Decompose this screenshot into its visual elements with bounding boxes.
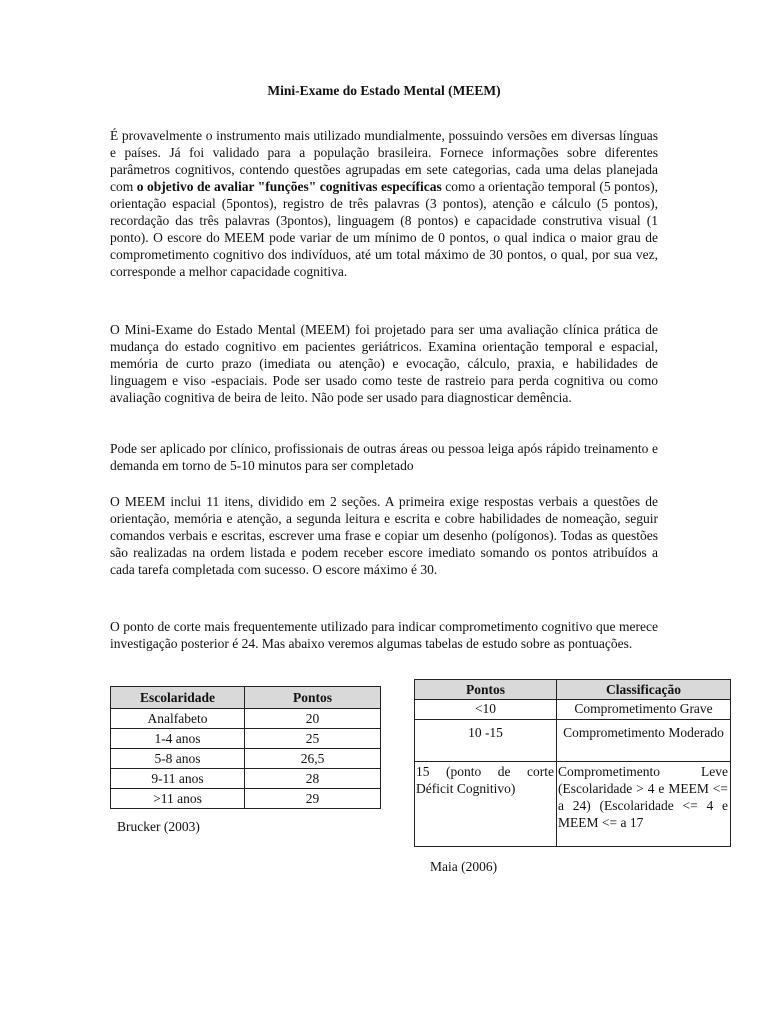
table-header-cell: Pontos bbox=[415, 680, 557, 700]
paragraph-2: O Mini-Exame do Estado Mental (MEEM) foi projetado para ser uma avaliação clínica prática de mudança do estado cognitivo em pacientes geriátricos. Examina orientação temporal e espacial, memória de curto prazo (imediata ou atenção) e evocação, cálculo, praxia, e habilidades de linguagem e viso -espaciais. Pode ser usado como teste de rastreio para perda cognitiva ou como avaliação cognitiva de beira de leito. Não pode ser usado para diagnosticar demência. bbox=[110, 322, 658, 405]
table-row bbox=[111, 729, 381, 749]
classification-table bbox=[414, 679, 731, 847]
table-cell: 15 (ponto de corte Déficit Cognitivo) bbox=[415, 762, 557, 847]
table-header-cell: Classificação bbox=[557, 680, 731, 700]
table-cell: Comprometimento Leve (Escolaridade > 4 e MEEM <= a 24) (Escolaridade <= 4 e MEEM <= a 17 bbox=[557, 762, 731, 847]
table-row bbox=[111, 789, 381, 809]
paragraph-1-bold: o objetivo de avaliar "funções" cognitivas específicas bbox=[136, 179, 442, 194]
table-caption: Maia (2006) bbox=[430, 859, 498, 874]
table-cell: >11 anos bbox=[111, 789, 245, 809]
paragraph-1 bbox=[110, 127, 658, 280]
paragraph-1-text-a: É provavelmente o instrumento mais utilizado mundialmente, possuindo versões em diversas línguas e países. Já foi validado para a população brasileira. Fornece informações sobre diferentes parâmetros cognitivos, contendo questões agrupadas em sete categorias, cada uma delas planejada com bbox=[110, 128, 658, 194]
paragraph-4: O MEEM inclui 11 itens, dividido em 2 seções. A primeira exige respostas verbais a questões de orientação, memória e atenção, a segunda leitura e escrita e cobre habilidades de nomeação, seguir comandos verbais e escritas, escrever uma frase e copiar um desenho (polígonos). Todas as questões são realizadas na ordem listada e podem receber escore imediato somando os pontos atribuídos a cada tarefa completada com sucesso. O escore máximo é 30. bbox=[110, 494, 658, 577]
table-cell: 20 bbox=[245, 709, 381, 729]
table-cell: 9-11 anos bbox=[111, 769, 245, 789]
table-cell: 26,5 bbox=[245, 749, 381, 769]
table-cell: Comprometimento Grave bbox=[557, 700, 731, 720]
table-header-row bbox=[111, 687, 381, 709]
table-row bbox=[111, 709, 381, 729]
table-cell: <10 bbox=[415, 700, 557, 720]
table-cell: 1-4 anos bbox=[111, 729, 245, 749]
paragraph-5: O ponto de corte mais frequentemente utilizado para indicar comprometimento cognitivo que merece investigação posterior é 24. Mas abaixo veremos algumas tabelas de estudo sobre as pontuações. bbox=[110, 619, 658, 651]
table-header-row bbox=[415, 680, 731, 700]
table-cell: 5-8 anos bbox=[111, 749, 245, 769]
table-header-cell: Escolaridade bbox=[111, 687, 245, 709]
table-cell: 10 -15 bbox=[415, 720, 557, 762]
table-cell: Analfabeto bbox=[111, 709, 245, 729]
table-row bbox=[111, 749, 381, 769]
table-cell: 29 bbox=[245, 789, 381, 809]
table-cell: 25 bbox=[245, 729, 381, 749]
table-row bbox=[111, 769, 381, 789]
table-header-cell: Pontos bbox=[245, 687, 381, 709]
table-row bbox=[415, 700, 731, 720]
table-row bbox=[415, 762, 731, 847]
paragraph-3: Pode ser aplicado por clínico, profissionais de outras áreas ou pessoa leiga após rápido treinamento e demanda em torno de 5-10 minutos para ser completado bbox=[110, 441, 658, 473]
table-caption: Brucker (2003) bbox=[117, 819, 200, 834]
table-row bbox=[415, 720, 731, 762]
document-title: Mini-Exame do Estado Mental (MEEM) bbox=[267, 83, 501, 98]
schooling-scores-table bbox=[110, 686, 381, 809]
table-cell: 28 bbox=[245, 769, 381, 789]
table-cell: Comprometimento Moderado bbox=[557, 720, 731, 762]
paragraph-1-text-b: como a orientação temporal (5 pontos), orientação espacial (5pontos), registro de três palavras (3 pontos), atenção e cálculo (5 pontos), recordação das três palavras (3pontos), linguagem (8 pontos) e capacidade construtiva visual (1 ponto). O escore do MEEM pode variar de um mínimo de 0 pontos, o qual indica o maior grau de comprometimento cognitivo dos indivíduos, até um total máximo de 30 pontos, o qual, por sua vez, corresponde a melhor capacidade cognitiva. bbox=[110, 179, 658, 279]
